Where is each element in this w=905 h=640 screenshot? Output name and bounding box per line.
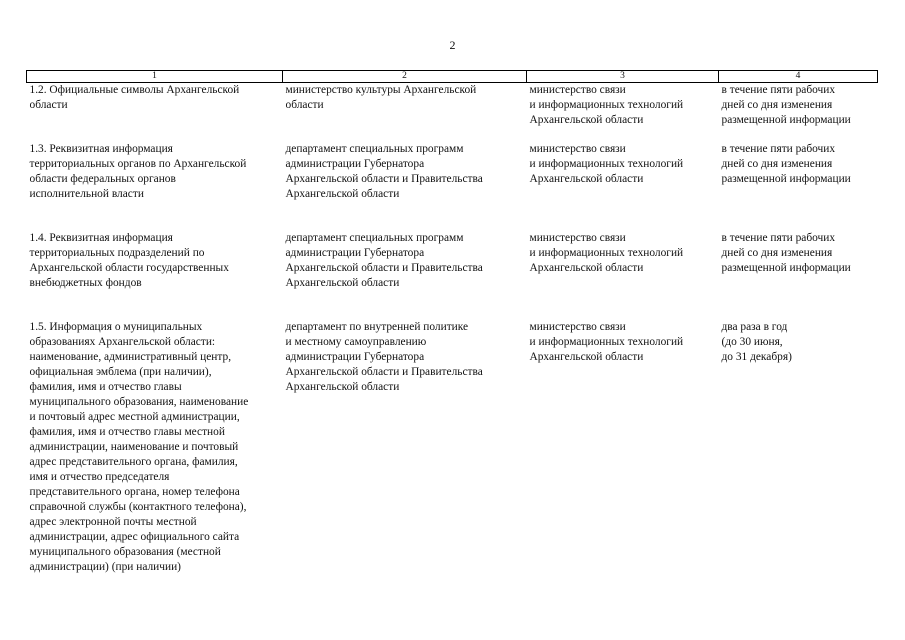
column-header-4: 4	[719, 71, 878, 83]
item-cell: 1.4. Реквизитная информация территориальных подразделений по Архангельской области государственных внебюджетных фондов	[29, 232, 229, 289]
column-header-1: 1	[27, 71, 283, 83]
deadline-cell: два раза в год (до 30 июня, до 31 декабря)	[721, 321, 792, 363]
responsible-cell: министерство культуры Архангельской области	[285, 84, 477, 111]
table-row	[27, 142, 878, 231]
info-table	[26, 70, 878, 575]
publisher-cell: министерство связи и информационных технологий Архангельской области	[529, 321, 684, 363]
publisher-cell: министерство связи и информационных технологий Архангельской области	[529, 143, 684, 185]
deadline-cell: в течение пяти рабочих дней со дня изменения размещенной информации	[721, 232, 851, 274]
page-number: 2	[449, 38, 456, 52]
responsible-cell: департамент по внутренней политике и местному самоуправлению администрации Губернатора Архангельской области и Правительства Архангельской области	[285, 321, 483, 393]
publisher-cell: министерство связи и информационных технологий Архангельской области	[529, 232, 684, 274]
item-cell: 1.5. Информация о муниципальных образованиях Архангельской области: наименование, административный центр, официальная эмблема (при наличии), фамилия, имя и отчество главы муниципального образования, наименование и почтовый адрес местной администрации, фамилия, имя и отчество главы местной администрации, наименование и почтовый адрес представительного органа, фамилия, имя и отчество председателя представительного органа, номер телефона справочной службы (контактного телефона), адрес электронной почты местной администрации, адрес официального сайта муниципального образования (местной администрации) (при наличии)	[29, 321, 249, 573]
table-header	[27, 71, 878, 83]
responsible-cell: департамент специальных программ администрации Губернатора Архангельской области и Правительства Архангельской области	[285, 143, 483, 200]
column-header-2: 2	[283, 71, 527, 83]
table-row	[27, 83, 878, 143]
item-cell: 1.3. Реквизитная информация территориальных органов по Архангельской области федеральных органов исполнительной власти	[29, 143, 247, 200]
column-header-3: 3	[527, 71, 719, 83]
publisher-cell: министерство связи и информационных технологий Архангельской области	[529, 84, 684, 126]
deadline-cell: в течение пяти рабочих дней со дня изменения размещенной информации	[721, 84, 851, 126]
table-row	[27, 320, 878, 575]
item-cell: 1.2. Официальные символы Архангельской области	[29, 84, 240, 111]
deadline-cell: в течение пяти рабочих дней со дня изменения размещенной информации	[721, 143, 851, 185]
responsible-cell: департамент специальных программ администрации Губернатора Архангельской области и Правительства Архангельской области	[285, 232, 483, 289]
table-row	[27, 231, 878, 320]
